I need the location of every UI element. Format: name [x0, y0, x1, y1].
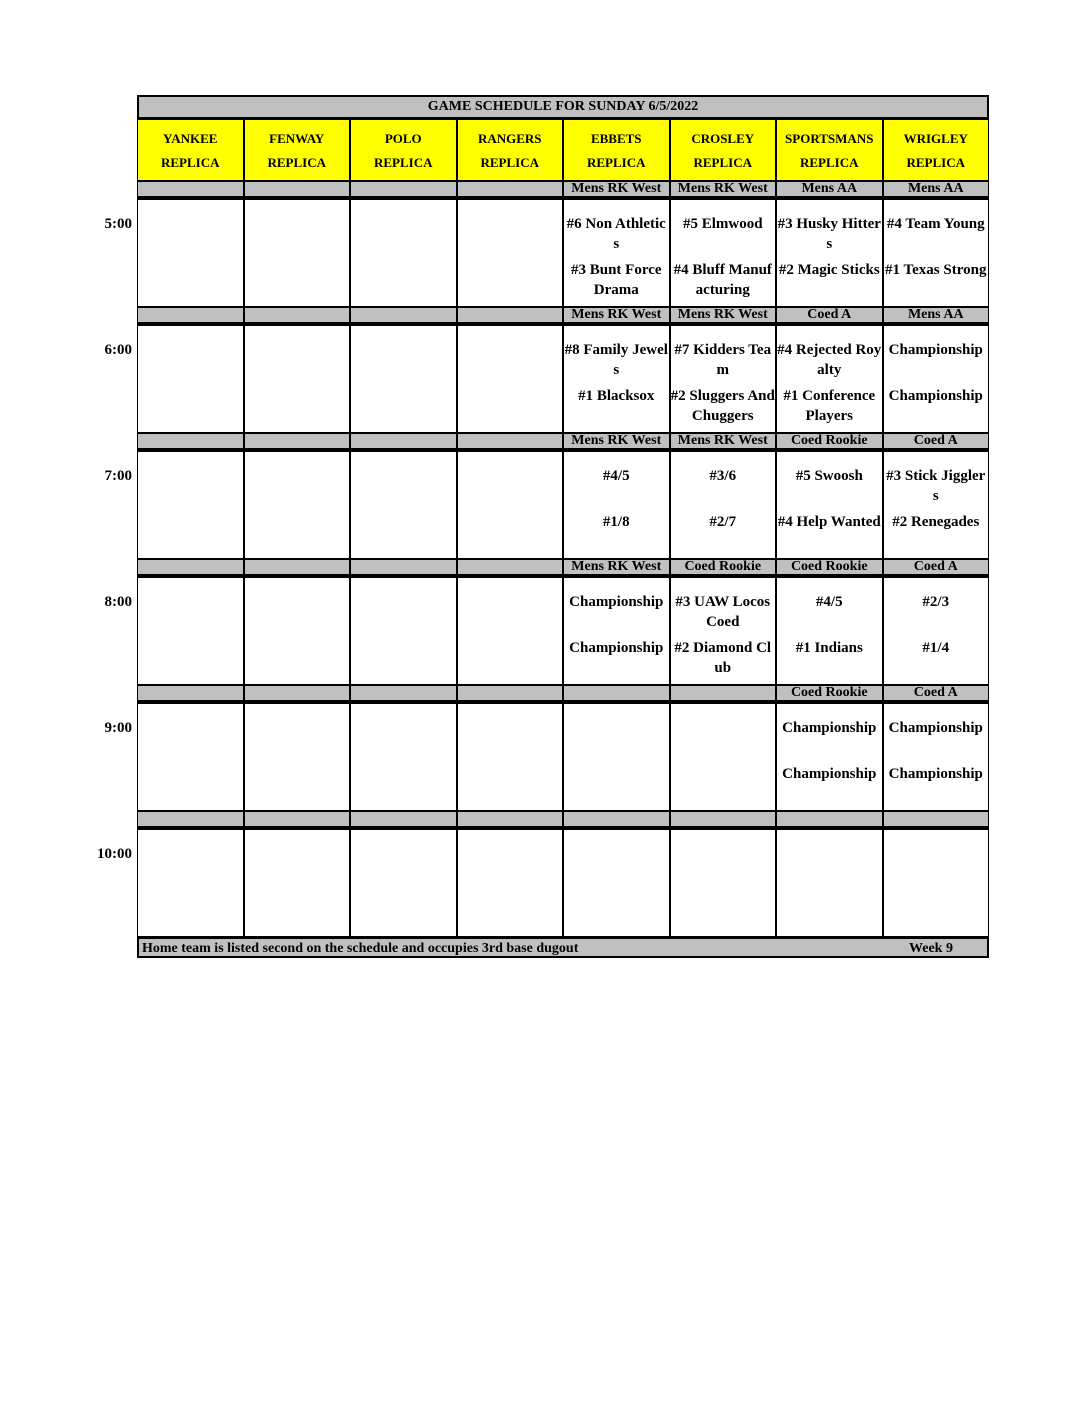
venue-sub: REPLICA: [586, 155, 646, 170]
home-team: #1/4: [922, 640, 950, 656]
time-label: 9:00: [104, 720, 132, 736]
division-label: [244, 433, 351, 450]
game-cell: [350, 702, 457, 811]
game-cell: [563, 702, 670, 811]
division-label: [883, 811, 990, 828]
game-cell: [670, 324, 777, 433]
home-team: #1 Texas Strong: [885, 262, 987, 278]
division-label: [137, 307, 244, 324]
visiting-team: #6 Non Athletics: [566, 216, 666, 252]
division-label: [457, 307, 564, 324]
venue-name: CROSLEY: [691, 131, 755, 146]
division-label: [350, 685, 457, 702]
venue-header: [883, 119, 990, 181]
time-label: 7:00: [104, 468, 132, 484]
division-label: [457, 433, 564, 450]
division-label: Mens AA: [883, 307, 990, 324]
game-cell: [670, 702, 777, 811]
division-label: Coed A: [883, 559, 990, 576]
venue-sub: REPLICA: [373, 155, 433, 170]
visiting-team: Championship: [888, 720, 983, 736]
home-team: #2 Sluggers And Chuggers: [670, 388, 775, 424]
game-cell: [670, 576, 777, 685]
division-label: [563, 685, 670, 702]
game-cell: [350, 450, 457, 559]
game-cell: [563, 576, 670, 685]
game-cell: [350, 324, 457, 433]
visiting-team: #4/5: [815, 594, 843, 610]
game-cell: [563, 450, 670, 559]
home-team: #2 Diamond Club: [674, 640, 772, 676]
division-label: [670, 811, 777, 828]
game-cell: [137, 702, 244, 811]
visiting-team: Championship: [569, 594, 664, 610]
division-label: Mens RK West: [670, 181, 777, 198]
visiting-team: #3/6: [709, 468, 737, 484]
home-team: #1 Conference Players: [783, 388, 876, 424]
division-label: [137, 433, 244, 450]
game-cell: [244, 324, 351, 433]
division-label: [350, 559, 457, 576]
game-cell: [137, 576, 244, 685]
game-cell: [563, 198, 670, 307]
home-team: Championship: [569, 640, 664, 656]
game-cell: [776, 702, 883, 811]
schedule-title: GAME SCHEDULE FOR SUNDAY 6/5/2022: [137, 95, 989, 119]
game-cell: [883, 450, 990, 559]
home-team: Championship: [888, 766, 983, 782]
game-cell: [244, 702, 351, 811]
game-cell: [776, 450, 883, 559]
game-cell: [457, 576, 564, 685]
visiting-team: #5 Elmwood: [682, 216, 763, 232]
schedule-table: [137, 95, 989, 958]
division-label: Mens RK West: [670, 433, 777, 450]
division-label: Coed Rookie: [776, 559, 883, 576]
division-label: Mens AA: [776, 181, 883, 198]
division-label: [244, 181, 351, 198]
home-team: #4 Bluff Manufacturing: [673, 262, 772, 298]
division-label: Coed A: [883, 433, 990, 450]
home-team: #4 Help Wanted: [777, 514, 881, 530]
home-team: Championship: [782, 766, 877, 782]
visiting-team: #7 Kidders Team: [674, 342, 772, 378]
division-label: Coed A: [776, 307, 883, 324]
division-label: [670, 685, 777, 702]
visiting-team: #4 Rejected Royalty: [777, 342, 882, 378]
home-team: #2 Magic Sticks: [778, 262, 880, 278]
visiting-team: #2/3: [922, 594, 950, 610]
division-label: [137, 811, 244, 828]
division-label: [137, 685, 244, 702]
division-label: [776, 811, 883, 828]
venue-header: [670, 119, 777, 181]
venue-sub: REPLICA: [693, 155, 752, 170]
game-cell: [883, 576, 990, 685]
game-cell: [457, 450, 564, 559]
venue-header: [350, 119, 457, 181]
game-cell: [244, 828, 351, 937]
venue-header: [457, 119, 564, 181]
game-cell: [776, 324, 883, 433]
game-cell: [563, 324, 670, 433]
visiting-team: #4 Team Young: [886, 216, 985, 232]
footer-bar: [137, 937, 989, 958]
division-label: [563, 811, 670, 828]
division-label: Mens RK West: [563, 307, 670, 324]
game-cell: [670, 828, 777, 937]
division-label: Coed Rookie: [776, 685, 883, 702]
venue-name: FENWAY: [269, 131, 325, 146]
game-cell: [457, 324, 564, 433]
game-cell: [883, 828, 990, 937]
game-cell: [350, 828, 457, 937]
game-cell: [137, 324, 244, 433]
game-cell: [350, 198, 457, 307]
division-label: Coed Rookie: [776, 433, 883, 450]
division-label: [350, 433, 457, 450]
division-label: Mens RK West: [563, 559, 670, 576]
time-label: 5:00: [104, 216, 132, 232]
division-label: Mens AA: [883, 181, 990, 198]
venue-header: [244, 119, 351, 181]
division-label: [244, 307, 351, 324]
game-cell: [137, 198, 244, 307]
division-label: [457, 685, 564, 702]
division-label: [350, 307, 457, 324]
venue-sub: REPLICA: [480, 155, 539, 170]
division-label: [244, 811, 351, 828]
division-label: [350, 811, 457, 828]
footer-note: Home team is listed second on the schedule and occupies 3rd base dugout: [142, 941, 579, 956]
game-cell: [883, 702, 990, 811]
time-label: 8:00: [104, 594, 132, 610]
game-cell: [244, 450, 351, 559]
visiting-team: #3 Stick Jigglers: [886, 468, 986, 504]
division-label: Mens RK West: [670, 307, 777, 324]
game-cell: [137, 828, 244, 937]
division-label: Coed A: [883, 685, 990, 702]
venue-name: POLO: [384, 131, 422, 146]
home-team: Championship: [888, 388, 983, 404]
time-label: 10:00: [97, 846, 132, 862]
division-label: Mens RK West: [563, 181, 670, 198]
venue-header: [776, 119, 883, 181]
division-label: [457, 181, 564, 198]
visiting-team: Championship: [782, 720, 877, 736]
venue-name: YANKEE: [163, 131, 218, 146]
home-team: #1/8: [602, 514, 630, 530]
home-team: #3 Bunt Force Drama: [570, 262, 662, 298]
division-label: Mens RK West: [563, 433, 670, 450]
visiting-team: Championship: [888, 342, 983, 358]
venue-header: [563, 119, 670, 181]
game-cell: [563, 828, 670, 937]
venue-sub: REPLICA: [160, 155, 220, 170]
visiting-team: #3 UAW Locos Coed: [675, 594, 771, 630]
division-label: [137, 559, 244, 576]
division-label: [244, 559, 351, 576]
venue-name: WRIGLEY: [903, 131, 968, 146]
game-cell: [244, 198, 351, 307]
visiting-team: #4/5: [602, 468, 630, 484]
game-cell: [670, 198, 777, 307]
venue-name: SPORTSMANS: [785, 131, 874, 146]
venue-name: RANGERS: [477, 131, 542, 146]
venue-sub: REPLICA: [267, 155, 326, 170]
venue-name: EBBETS: [590, 131, 642, 146]
division-label: [244, 685, 351, 702]
game-cell: [457, 828, 564, 937]
game-cell: [883, 324, 990, 433]
game-cell: [883, 198, 990, 307]
home-team: #1 Indians: [795, 640, 863, 656]
venue-sub: REPLICA: [906, 155, 965, 170]
venue-sub: REPLICA: [799, 155, 859, 170]
game-cell: [776, 576, 883, 685]
home-team: #2 Renegades: [892, 514, 980, 530]
home-team: #2/7: [709, 514, 737, 530]
division-label: [457, 559, 564, 576]
game-cell: [350, 576, 457, 685]
visiting-team: #5 Swoosh: [795, 468, 863, 484]
game-cell: [137, 450, 244, 559]
division-label: Coed Rookie: [670, 559, 777, 576]
week-label: Week 9: [909, 941, 953, 956]
game-cell: [670, 450, 777, 559]
venue-header: [137, 119, 244, 181]
division-label: [137, 181, 244, 198]
visiting-team: #3 Husky Hitters: [777, 216, 881, 252]
game-cell: [457, 198, 564, 307]
time-label: 6:00: [104, 342, 132, 358]
game-cell: [244, 576, 351, 685]
game-cell: [457, 702, 564, 811]
visiting-team: #8 Family Jewels: [564, 342, 668, 378]
game-cell: [776, 828, 883, 937]
game-cell: [776, 198, 883, 307]
division-label: [350, 181, 457, 198]
home-team: #1 Blacksox: [578, 388, 655, 404]
division-label: [457, 811, 564, 828]
